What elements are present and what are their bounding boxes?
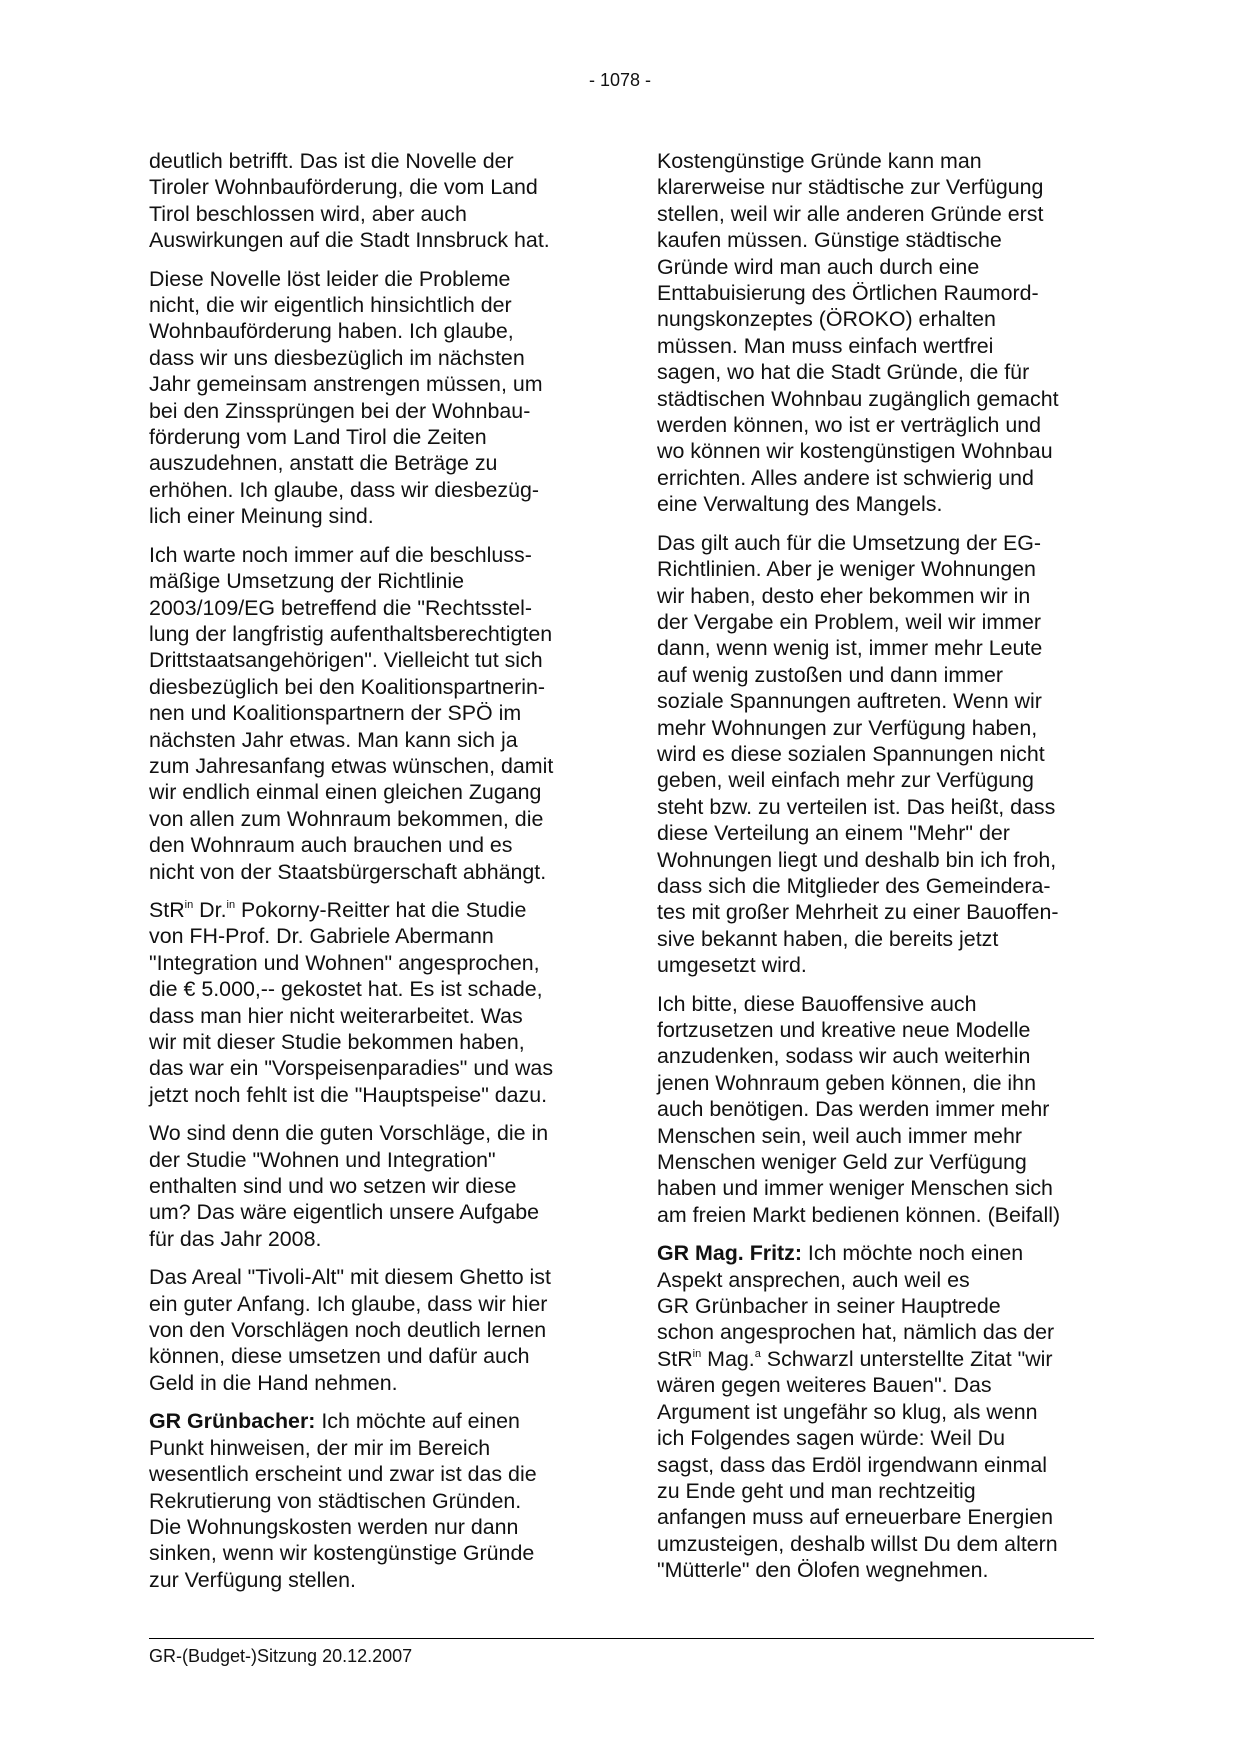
text-line: zum Jahresanfang etwas wünschen, damit (149, 753, 554, 778)
text-line: umzusteigen, deshalb willst Du dem altern (657, 1531, 1058, 1556)
line: Aspekt ansprechen, auch weil es (657, 1267, 970, 1292)
text-line: Menschen sein, weil auch immer mehr (657, 1123, 1022, 1148)
text-line: Ich warte noch immer auf die beschluss- (149, 542, 532, 567)
line-group (149, 1436, 537, 1592)
paragraph (149, 266, 589, 530)
text-line: Geld in die Hand nehmen. (149, 1370, 398, 1395)
text-line: Gründe wird man auch durch eine (657, 254, 980, 279)
text-line: bei den Zinssprüngen bei der Wohnbau- (149, 398, 531, 423)
inline-text: Dr. (193, 897, 227, 922)
text-line: klarerweise nur städtische zur Verfügung (657, 175, 1044, 200)
text-line: sinken, wenn wir kostengünstige Gründe (149, 1541, 535, 1566)
text-line: Jahr gemeinsam anstrengen müssen, um (149, 372, 543, 397)
paragraph (149, 1408, 589, 1593)
inline-text: Ich möchte auf einen (315, 1409, 520, 1434)
left-column (149, 148, 589, 1605)
text-line: erhöhen. Ich glaube, dass wir diesbezüg- (149, 477, 540, 502)
text-line: die € 5.000,-- gekostet hat. Es ist schade, (149, 977, 543, 1002)
text-line: Wohnungen liegt und deshalb bin ich froh, (657, 847, 1057, 872)
text-line: Punkt hinweisen, der mir im Bereich (149, 1435, 491, 1460)
text-line: das war ein "Vorspeisenparadies" und was (149, 1056, 554, 1081)
text-line: den Wohnraum auch brauchen und es (149, 833, 513, 858)
paragraph (149, 897, 589, 1108)
inline-text: Mag. (701, 1346, 755, 1371)
text-line: mäßige Umsetzung der Richtlinie (149, 569, 465, 594)
text-line: Menschen weniger Geld zur Verfügung (657, 1150, 1027, 1175)
text-line: nungskonzeptes (ÖROKO) erhalten (657, 307, 996, 332)
text-line: Das Areal "Tivoli-Alt" mit diesem Ghetto ist (149, 1265, 551, 1290)
paragraph (149, 1264, 589, 1396)
text-line: sive bekannt haben, die bereits jetzt (657, 926, 999, 951)
text-line: um? Das wäre eigentlich unsere Aufgabe (149, 1200, 540, 1225)
text-line: mehr Wohnungen zur Verfügung haben, (657, 715, 1038, 740)
text-line: nicht, die wir eigentlich hinsichtlich der (149, 293, 512, 318)
text-line: wir haben, desto eher bekommen wir in (657, 583, 1031, 608)
text-line: wesentlich erscheint und zwar ist das die (149, 1462, 537, 1487)
text-line: können, diese umsetzen und dafür auch (149, 1344, 530, 1369)
text-line: geben, weil einfach mehr zur Verfügung (657, 768, 1034, 793)
text-line: tes mit großer Mehrheit zu einer Bauoffen- (657, 900, 1059, 925)
paragraph (657, 148, 1097, 518)
text-line: lung der langfristig aufenthaltsberechtigten (149, 621, 553, 646)
text-line: sagen, wo hat die Stadt Gründe, die für (657, 360, 1030, 385)
text-line: nicht von der Staatsbürgerschaft abhängt. (149, 859, 547, 884)
line: schon angesprochen hat, nämlich das der (657, 1320, 1055, 1345)
text-line: Richtlinien. Aber je weniger Wohnungen (657, 557, 1036, 582)
text-line: dass sich die Mitglieder des Gemeindera- (657, 873, 1051, 898)
text-line: eine Verwaltung des Mangels. (657, 492, 943, 517)
text-line: wo können wir kostengünstigen Wohnbau (657, 439, 1053, 464)
text-line: auch benötigen. Das werden immer mehr (657, 1097, 1050, 1122)
text-line: 2003/109/EG betreffend die "Rechtsstel- (149, 595, 532, 620)
text-line: Kostengünstige Gründe kann man (657, 149, 982, 173)
text-line: nen und Koalitionspartnern der SPÖ im (149, 701, 522, 726)
inline-text: StR (657, 1346, 693, 1371)
paragraph (657, 1240, 1097, 1583)
text-line: wird es diese sozialen Spannungen nicht (657, 741, 1045, 766)
text-line: "Integration und Wohnen" angesprochen, (149, 950, 540, 975)
text-line: enthalten sind und wo setzen wir diese (149, 1174, 517, 1199)
text-line: Tiroler Wohnbauförderung, die vom Land (149, 175, 538, 200)
superscript: in (226, 898, 236, 911)
text-line: auf wenig zustoßen und dann immer (657, 662, 1004, 687)
footer-text: GR-(Budget-)Sitzung 20.12.2007 (149, 1646, 413, 1666)
text-line: dass man hier nicht weiterarbeitet. Was (149, 1003, 523, 1028)
text-line: fortzusetzen und kreative neue Modelle (657, 1018, 1031, 1042)
text-line: anfangen muss auf erneuerbare Energien (657, 1505, 1053, 1530)
line-group (657, 1373, 1058, 1582)
paragraph (149, 148, 589, 254)
text-line: wären gegen weiteres Bauen". Das (657, 1373, 992, 1398)
text-line: müssen. Man muss einfach wertfrei (657, 333, 994, 358)
text-line: Tirol beschlossen wird, aber auch (149, 201, 467, 226)
text-line: stellen, weil wir alle anderen Gründe erst (657, 201, 1044, 226)
page-number: - 1078 - (588, 70, 652, 90)
text-line: werden können, wo ist er verträglich und (657, 413, 1042, 438)
inline-text: Ich möchte noch einen (801, 1241, 1024, 1266)
text-line: wir endlich einmal einen gleichen Zugang (149, 780, 542, 805)
text-line: umgesetzt wird. (657, 953, 807, 978)
text-line: auszudehnen, anstatt die Beträge zu (149, 451, 498, 476)
text-line: für das Jahr 2008. (149, 1226, 322, 1251)
line: GR Grünbacher in seiner Hauptrede (657, 1294, 1001, 1319)
superscript: in (184, 898, 194, 911)
text-line: Auswirkungen auf die Stadt Innsbruck hat. (149, 228, 550, 253)
speaker-name: GR Mag. Fritz: (657, 1241, 802, 1266)
text-line: steht bzw. zu verteilen ist. Das heißt, dass (657, 794, 1056, 819)
footer-divider (149, 1638, 1094, 1639)
text-line: Rekrutierung von städtischen Gründen. (149, 1488, 522, 1513)
text-line: von allen zum Wohnraum bekommen, die (149, 806, 544, 831)
text-line: wir mit dieser Studie bekommen haben, (149, 1030, 525, 1054)
right-column (657, 148, 1097, 1596)
paragraph (149, 1120, 589, 1252)
text-line: jetzt noch fehlt ist die "Hauptspeise" dazu. (149, 1082, 548, 1107)
superscript: a (754, 1347, 761, 1360)
text-line: kaufen müssen. Günstige städtische (657, 228, 1002, 253)
inline-text: StR (149, 897, 185, 922)
inline-text: Pokorny-Reitter hat die Studie (235, 897, 527, 922)
speaker-name: GR Grünbacher: (149, 1409, 316, 1434)
text-line: Das gilt auch für die Umsetzung der EG- (657, 530, 1042, 555)
text-line: dann, wenn wenig ist, immer mehr Leute (657, 636, 1043, 661)
text-line: diese Verteilung an einem "Mehr" der (657, 821, 1010, 846)
text-line: Wo sind denn die guten Vorschläge, die in (149, 1121, 549, 1146)
text-line: von den Vorschlägen noch deutlich lernen (149, 1318, 547, 1343)
text-line: städtischen Wohnbau zugänglich gemacht (657, 386, 1059, 411)
text-line: errichten. Alles andere ist schwierig und (657, 465, 1034, 490)
paragraph (149, 542, 589, 885)
text-line: ein guter Anfang. Ich glaube, dass wir hier (149, 1291, 548, 1316)
text-line: sagst, dass das Erdöl irgendwann einmal (657, 1452, 1048, 1477)
text-line: Drittstaatsangehörigen". Vielleicht tut sich (149, 648, 543, 673)
line-group (149, 924, 553, 1106)
inline-text: Schwarzl unterstellte Zitat "wir (760, 1346, 1053, 1371)
text-line: nächsten Jahr etwas. Man kann sich ja (149, 727, 518, 752)
text-line: Argument ist ungefähr so klug, als wenn (657, 1399, 1038, 1424)
text-line: Wohnbauförderung haben. Ich glaube, (149, 319, 514, 344)
text-line: haben und immer weniger Menschen sich (657, 1176, 1053, 1201)
text-line: deutlich betrifft. Das ist die Novelle der (149, 149, 514, 173)
text-line: von FH-Prof. Dr. Gabriele Abermann (149, 924, 494, 949)
text-line: soziale Spannungen auftreten. Wenn wir (657, 689, 1042, 714)
paragraph (657, 991, 1097, 1229)
text-line: Enttabuisierung des Örtlichen Raumord- (657, 281, 1039, 306)
text-line: Ich bitte, diese Bauoffensive auch (657, 991, 977, 1016)
text-line: zu Ende geht und man rechtzeitig (657, 1478, 976, 1503)
text-line: anzudenken, sodass wir auch weiterhin (657, 1044, 1031, 1069)
text-line: ich Folgendes sagen würde: Weil Du (657, 1426, 1005, 1451)
text-line: Diese Novelle löst leider die Probleme (149, 266, 511, 291)
superscript: in (692, 1347, 702, 1360)
text-line: jenen Wohnraum geben können, die ihn (657, 1070, 1036, 1095)
text-line: lich einer Meinung sind. (149, 504, 374, 529)
text-line: Die Wohnungskosten werden nur dann (149, 1514, 519, 1539)
text-line: diesbezüglich bei den Koalitionspartnerin- (149, 674, 545, 699)
text-line: am freien Markt bedienen können. (Beifall) (657, 1202, 1061, 1227)
text-line: "Mütterle" den Ölofen wegnehmen. (657, 1558, 989, 1583)
text-line: dass wir uns diesbezüglich im nächsten (149, 345, 525, 370)
text-line: der Studie "Wohnen und Integration" (149, 1147, 496, 1172)
text-line: förderung vom Land Tirol die Zeiten (149, 425, 487, 450)
text-line: der Vergabe ein Problem, weil wir immer (657, 609, 1041, 634)
paragraph (657, 530, 1097, 979)
text-line: zur Verfügung stellen. (149, 1567, 356, 1592)
